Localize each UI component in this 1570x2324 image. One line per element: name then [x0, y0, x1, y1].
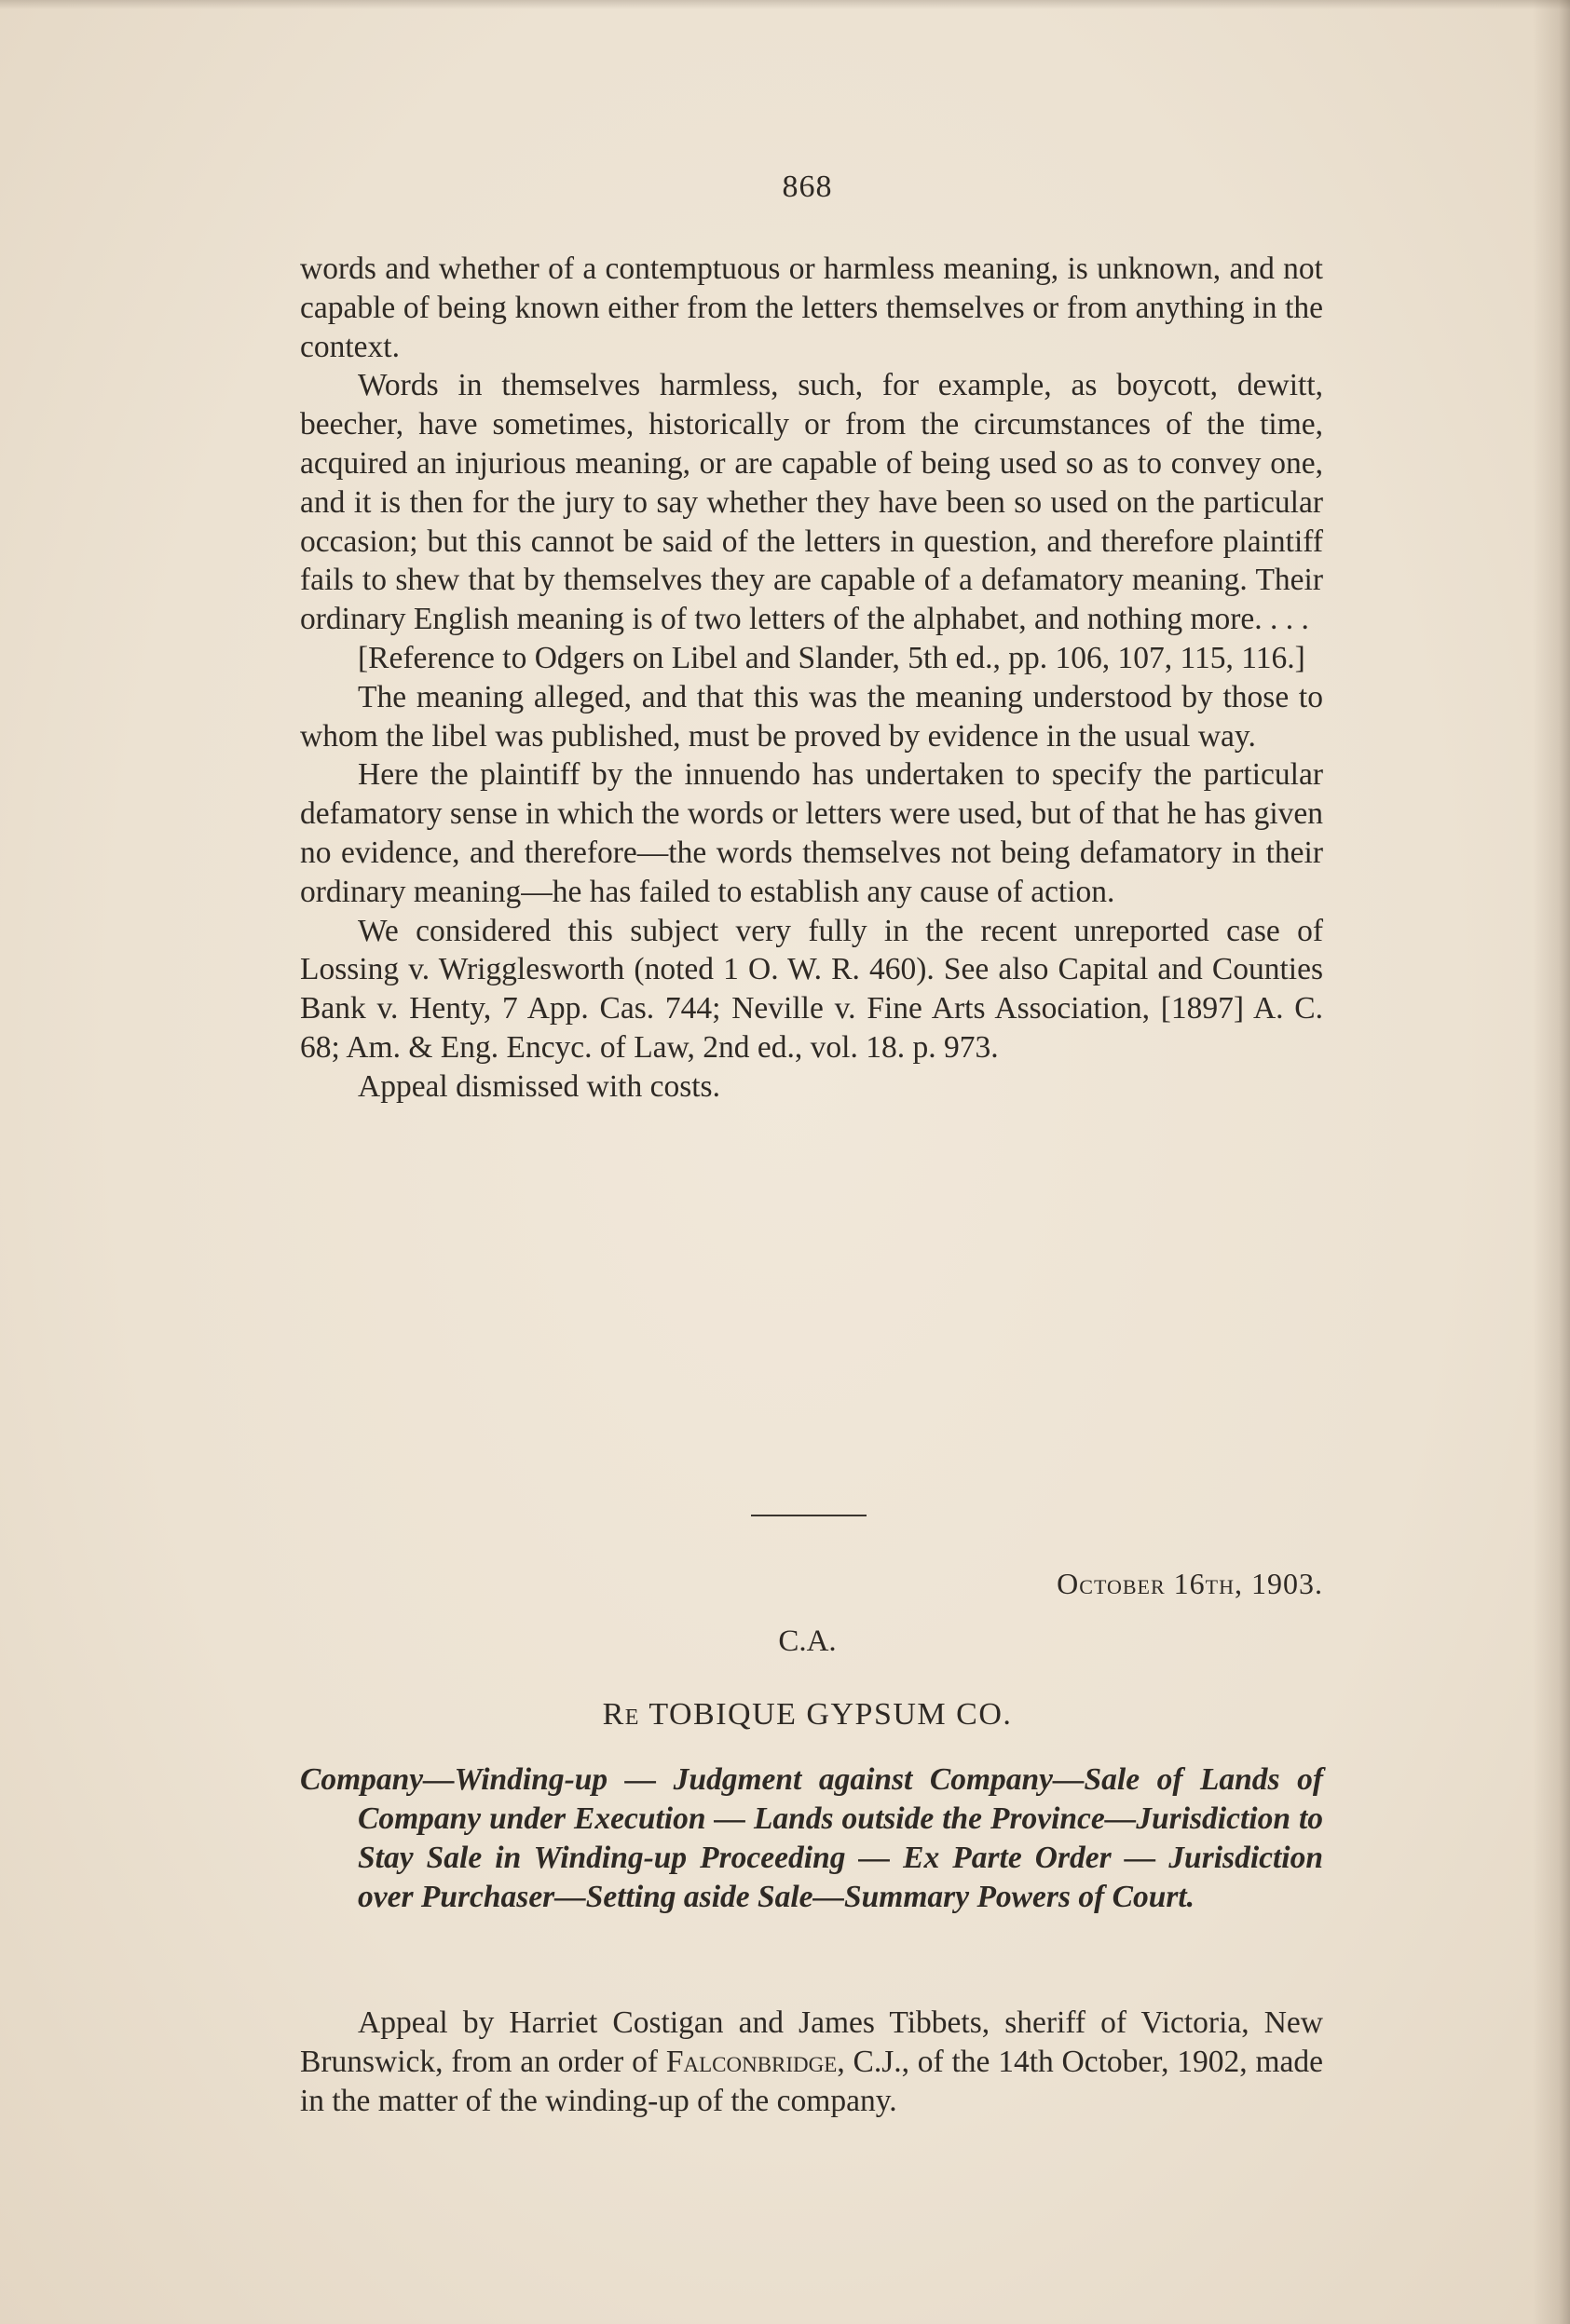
appeal-introduction-paragraph: [300, 2004, 1323, 2120]
case-title-prefix: Re: [602, 1697, 640, 1732]
paragraph-meaning-alleged: The meaning alleged, and that this was the meaning understood by those to whom the libel was published, must be proved by evidence in the usual way.: [300, 679, 1323, 754]
case-headnote: Company—Winding-up — Judgment against Company—Sale of Lands of Company under Execution — Lands outside the Province—Jurisdiction to Stay Sale in Winding-up Proceeding — Ex Parte Order — Jurisdiction over Purchaser—Setting aside Sale—Summary Powers of Court.: [300, 1762, 1323, 1914]
paragraph-harmless-words: Words in themselves harmless, such, for example, as boycott, dewitt, beecher, have sometimes, historically or from the circumstances of the time, acquired an injurious meaning, or are capable of being used so as to convey one, and it is then for the jury to say whether they have been so used on the particular occasion; but this cannot be said of the letters in question, and therefore plaintiff fails to shew that by themselves they are capable of a defamatory meaning. Their ordinary English meaning is of two letters of the alphabet, and nothing more. . . .: [300, 368, 1323, 637]
paragraph-innuendo: Here the plaintiff by the innuendo has undertaken to specify the particular defamatory sense in which the words or letters were used, but of that he has given no evidence, and therefore—the words themselves not being defamatory in their ordinary meaning—he has failed to establish any cause of action.: [300, 757, 1323, 909]
case-title-name: TOBIQUE GYPSUM CO.: [648, 1697, 1013, 1732]
section-divider-rule: [751, 1515, 867, 1516]
judgment-text-column: [300, 250, 1323, 1107]
paragraph-authorities: We considered this subject very fully in the recent unreported case of Lossing v. Wrigglesworth (noted 1 O. W. R. 460). See also Capital and Counties Bank v. Henty, 7 App. Cas. 744; Neville v. Fine Arts Association, [1897] A. C. 68; Am. & Eng. Encyc. of Law, 2nd ed., vol. 18. p. 973.: [300, 913, 1323, 1065]
appeal-introduction: [300, 2004, 1323, 2120]
paragraph-reference-odgers: [Reference to Odgers on Libel and Slander, 5th ed., pp. 106, 107, 115, 116.]: [358, 640, 1305, 675]
page-number: 868: [782, 170, 833, 204]
judge-name: Falconbridge: [665, 2044, 838, 2079]
paragraph-disposition: Appeal dismissed with costs.: [358, 1068, 720, 1104]
case-title: [0, 1697, 1570, 1733]
page-right-edge-shadow: [1533, 0, 1570, 2324]
paragraph-continuation: words and whether of a contemptuous or harmless meaning, is unknown, and not capable of being known either from the letters themselves or from anything in the context.: [300, 251, 1323, 364]
court-abbreviation: C.A.: [778, 1624, 837, 1658]
appeal-introduction-text-end: , C.J., of the 14th October, 1902, made in the matter of the winding-up of the company.: [300, 2044, 1323, 2118]
appeal-introduction-text-start: Appeal by Harriet Costigan and James Tibbets, sheriff of Victoria, New Brunswick, from an order of: [300, 2005, 1323, 2079]
case-date: October 16th, 1903.: [1057, 1567, 1323, 1600]
page-top-edge-shadow: [0, 0, 1570, 9]
